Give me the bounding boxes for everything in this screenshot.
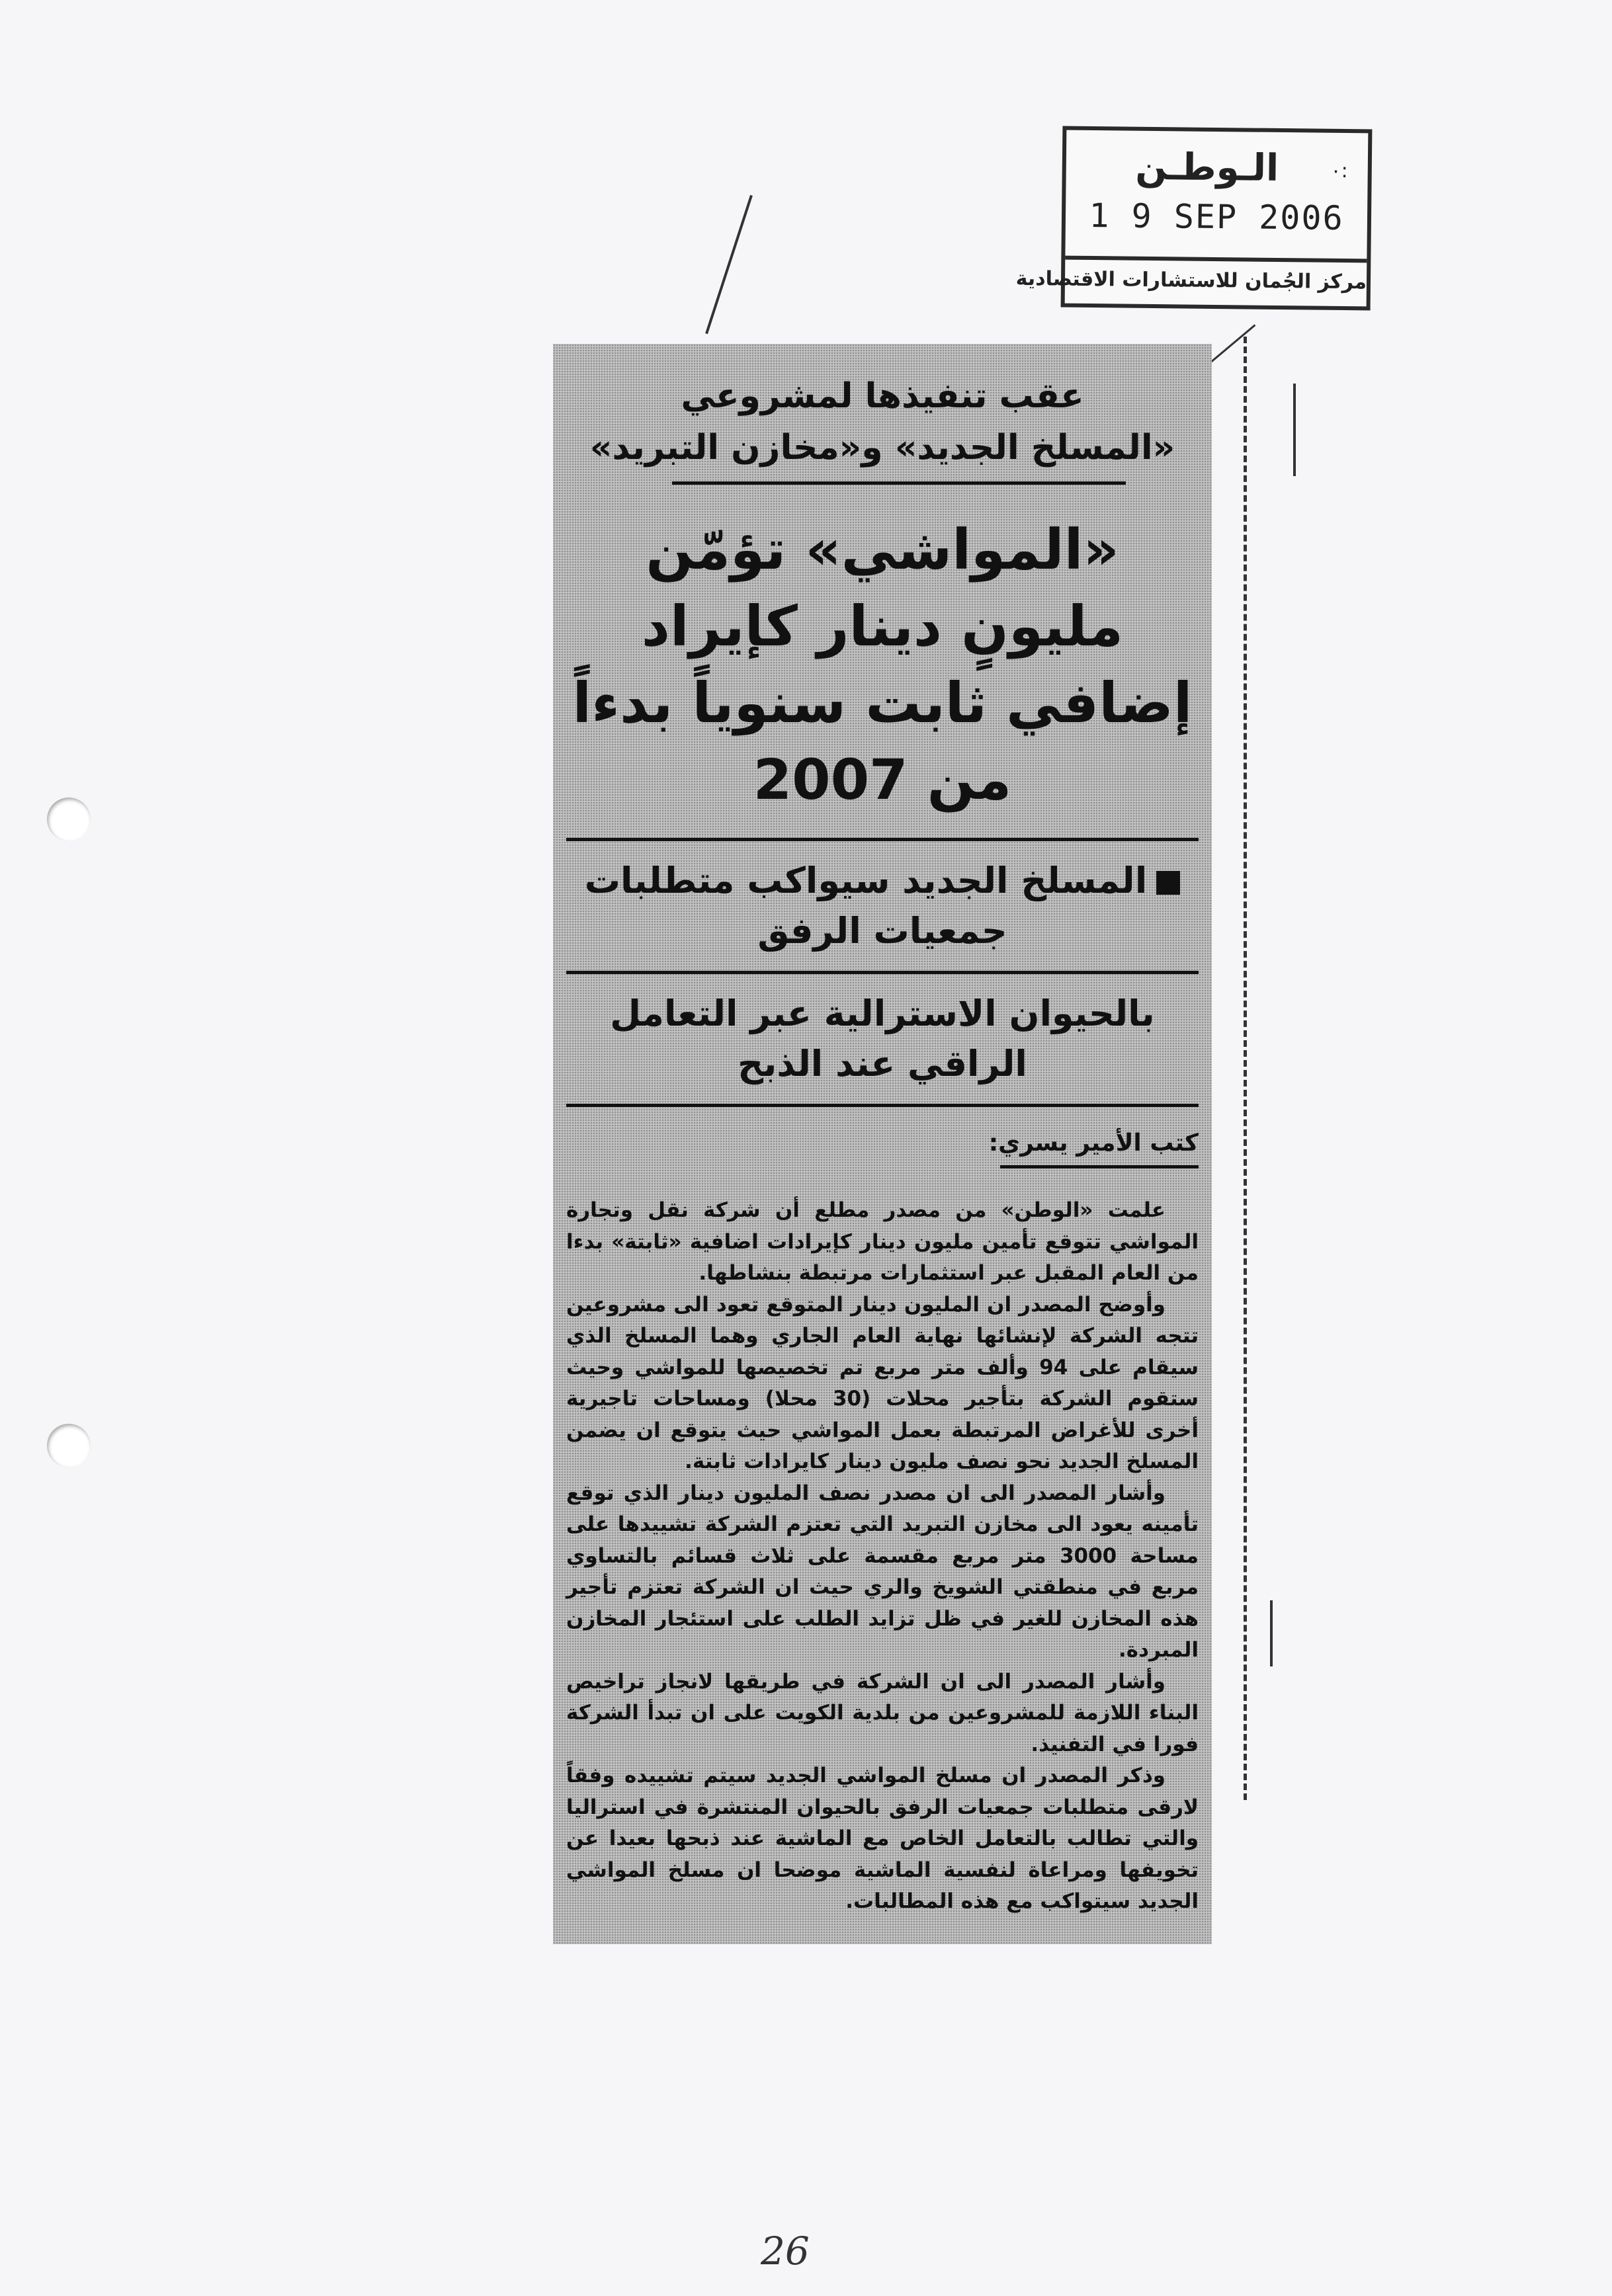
paragraph: وأوضح المصدر ان المليون دينار المتوقع تعود الى مشروعين تتجه الشركة لإنشائها نهاية العام الجاري وهما المسلخ الذي سيقام على 94 وألف متر مربع تم تخصيصها للمواشي وحيث ستقوم الشركة بتأجير محلات (30 محلا) ومساحات تاجيرية أخرى للأغراض المرتبطة بعمل المواشي حيث يتوقع ان يضمن المسلخ الجديد نحو نصف مليون دينار كايرادات ثابتة. [566, 1292, 1199, 1473]
divider [672, 481, 1126, 485]
stamp-mark: ٠: [1330, 159, 1348, 183]
pen-stroke [705, 195, 753, 334]
date-stamp [1015, 126, 1373, 311]
paragraph: وأشار المصدر الى ان مصدر نصف المليون دينار الذي توقع تأمينه يعود الى مخازن التبريد التي تعتزم الشركة تشييدها على مساحة 3000 متر مربع مقسمة على ثلاث قسائم بالتساوي مربع في منطقتي الشويخ والري حيث ان الشركة تعتزم تأجير هذه المخازن للغير في ظل تزايد الطلب على استئجار المخازن المبردة. [566, 1481, 1199, 1662]
subheadline [566, 989, 1199, 1089]
stamp-newspaper-name: الـوطـن [1135, 145, 1279, 190]
subheadline-text: المسلخ الجديد سيواكب متطلبات جمعيات الرفق [584, 860, 1148, 952]
headline-line: «المواشي» تؤمّن مليونٍ دينار كإيراد [641, 517, 1124, 659]
divider [566, 1104, 1199, 1107]
newspaper-clipping [553, 344, 1212, 1944]
stamp-date: 1 9 SEP 2006 [1089, 196, 1344, 238]
bracket-mark [1270, 1600, 1273, 1666]
byline: كتب الأمير يسري: [988, 1129, 1199, 1157]
punch-hole-bottom [47, 1424, 91, 1467]
kicker-line: «المسلخ الجديد» و«مخازن التبريد» [589, 428, 1175, 468]
headline-line: إضافي ثابت سنوياً بدءاً من 2007 [572, 671, 1193, 812]
bullet-square-icon [1156, 871, 1180, 895]
subheadline-text: بالحيوان الاسترالية عبر التعامل الراقي عند الذبح [610, 993, 1155, 1085]
paragraph: وأشار المصدر الى ان الشركة في طريقها لانجاز تراخيص البناء اللازمة للمشروعين من بلدية الكويت على ان تبدأ الشركة فورا في التفنيذ. [566, 1669, 1199, 1756]
paragraph: علمت «الوطن» من مصدر مطلع أن شركة نقل وتجارة المواشي تتوقع تأمين مليون دينار كإيرادات اضافية «ثابتة» بدءا من العام المقبل عبر استثمارات مرتبطة بنشاطها. [566, 1198, 1199, 1285]
byline-underline [1000, 1165, 1199, 1168]
bracket-mark [1293, 384, 1296, 476]
divider [566, 838, 1199, 841]
kicker [566, 370, 1199, 473]
divider [566, 971, 1199, 974]
page-number: 26 [761, 2229, 810, 2274]
kicker-line: عقب تنفيذها لمشروعي [681, 376, 1084, 416]
stamp-agency: مركز الجُمان للاستشارات الاقتصادية [1065, 256, 1367, 307]
subheadline [566, 856, 1199, 956]
cut-line [1244, 337, 1247, 1800]
headline [566, 511, 1199, 818]
paragraph: وذكر المصدر ان مسلخ المواشي الجديد سيتم تشييده وفقاً لارقى متطلبات جمعيات الرفق بالحيوان المنتشرة في استراليا والتي تطالب بالتعامل الخاص مع الماشية عند ذبحها بعيدا عن تخويفها ومراعاة لنفسية الماشية موضحا ان مسلخ المواشي الجديد سيتواكب مع هذه المطالبات. [566, 1764, 1199, 1913]
article-body [566, 1195, 1199, 1918]
punch-hole-top [47, 798, 91, 841]
